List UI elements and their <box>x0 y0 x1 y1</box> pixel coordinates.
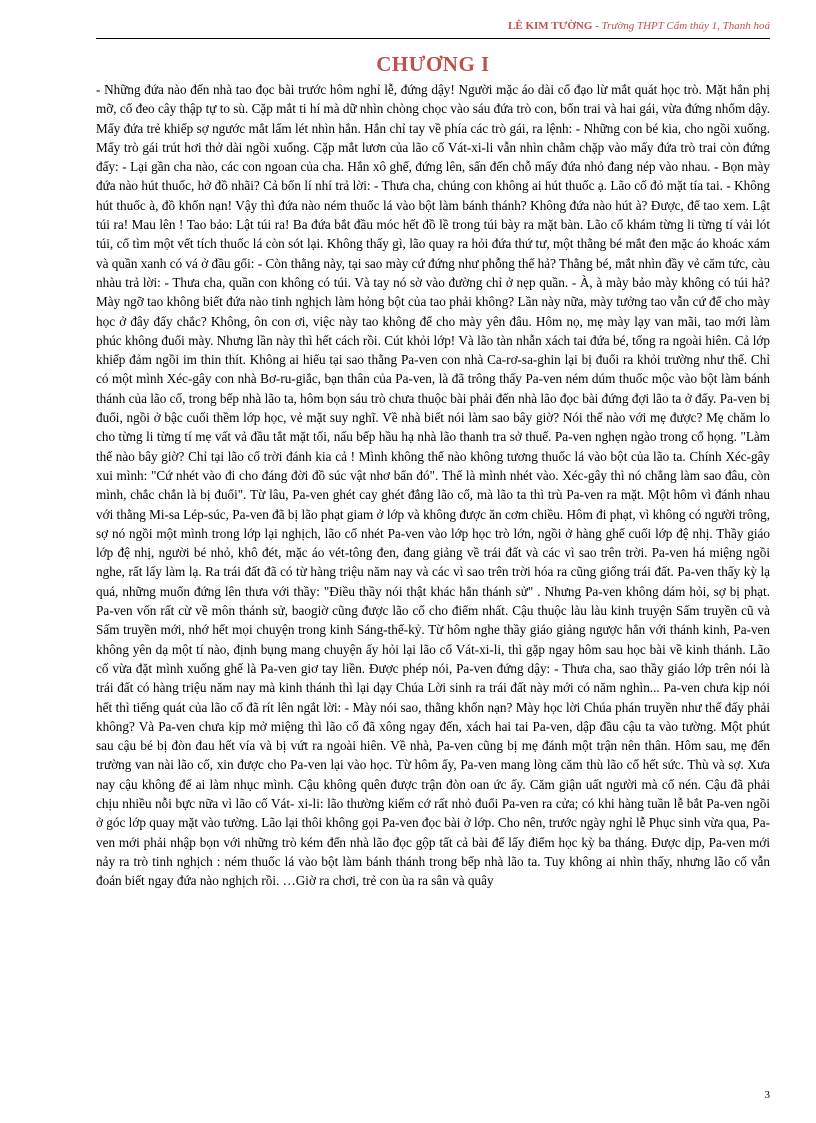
header-author: LÊ KIM TƯỜNG <box>508 20 593 32</box>
page-header <box>96 20 770 39</box>
page-number: 3 <box>764 1089 770 1101</box>
body-paragraph: - Những đứa nào đến nhà tao đọc bài trước hôm nghỉ lễ, đứng dậy! Người mặc áo dài cổ đạo lừ mắt quát học trò. Mặt hắn phị mỡ, cổ đeo cây thập tự to sù. Cặp mắt ti hí mà dữ nhìn chòng chọc vào sáu đứa trò con, bốn trai và hai gái, vừa đứng nhổm dậy. Mấy đứa trẻ khiếp sợ ngước mắt lấm lét nhìn hắn. Hắn chỉ tay về phía các trò gái, ra lệnh: - Những con bé kia, cho ngồi xuống. Mấy trò gái trút hơi thở dài ngồi xuống. Cặp mắt lươn của lão cố Vát-xi-li vẫn nhìn chằm chặp vào mấy đứa trò trai còn đứng đấy: - Lại gần cha nào, các con ngoan của cha. Hắn xô ghế, đứng lên, sấn đến chỗ mấy đứa nhỏ đang nép vào nhau. - Bọn mày đứa nào hút thuốc, hở đồ nhãi? Cả bốn lí nhí trả lời: - Thưa cha, chúng con không ai hút thuốc ạ. Lão cố đỏ mặt tía tai. - Không hút thuốc à, đồ khốn nạn! Vậy thì đứa nào ném thuốc lá vào bột làm bánh thánh? Không đứa nào hút à? Được, để tao xem. Lật túi ra! Mau lên ! Tao bảo: Lật túi ra! Ba đứa bắt đầu móc hết đồ lề trong túi bày ra mặt bàn. Lão cố khám từng li từng tí vải lót túi, cố tìm một vết tích thuốc lá còn sót lại. Không thấy gì, lão quay ra hỏi đứa thứ tư, một thằng bé mắt đen mặc áo khoác xám và quần xanh có vá ở đầu gối: - Còn thằng này, tại sao mày cứ đứng như phỗng thế hả? Thằng bé, mắt nhìn đầy vẻ căm tức, càu nhàu trả lời: - Thưa cha, quần con không có túi. Và tay nó sờ vào đường chỉ ở nẹp quần. - À, à mày bảo mày không có túi hả? Mày ngỡ tao không biết đứa nào tinh nghịch làm hỏng bột của tao phải không? Lần này nữa, mày tưởng tao vẫn cứ để cho mày học ở đây đấy chắc? Không, ôn con ơi, việc này tao không để cho mày yên đâu. Hôm nọ, mẹ mày lạy van mãi, tao mới làm phúc không đuổi mày. Nhưng lần này thì hết cách rồi. Cút khỏi lớp! Và lão tàn nhẫn xách tai đứa bé, tống ra ngoài hiên. Cả lớp khiếp đảm ngồi im thin thít. Không ai hiểu tại sao thằng Pa-ven con nhà Ca-rơ-sa-ghin lại bị đuổi ra khỏi trường như thế. Chỉ có một mình Xéc-gây con nhà Bơ-ru-giắc, bạn thân của Pa-ven, là đã trông thấy Pa-ven ném dúm thuốc mộc vào bột làm bánh thánh của lão cố, trong bếp nhà lão ta, hôm bọn sáu trò chưa thuộc bài phải đến nhà lão đọc bài đứng đợi lão ta ở đấy. Pa-ven bị đuổi, ngồi ở bậc cuối thềm lớp học, vẻ mặt suy nghĩ. Về nhà biết nói làm sao bây giờ? Nói thế nào với mẹ được? Mẹ chăm lo cho từng li từng tí mẹ vất vả đầu tắt mặt tối, nấu bếp hầu hạ nhà lão thanh tra sở thuế. Pa-ven nghẹn ngào trong cổ họng. "Làm thế nào bây giờ? Chỉ tại lão cố trời đánh kia cả ! Mình không thể nào không tương thuốc lá vào bột của lão ta. Chính Xéc-gây xui mình: "Cứ nhét vào đi cho đáng đời đồ súc vật nhơ bẩn đó". Thế là mình nhét vào. Xéc-gây thì nó chẳng làm sao đâu, còn mình, chắc chắn là bị đuổi". Từ lâu, Pa-ven ghét cay ghét đắng lão cố, mà lão ta thì trù Pa-ven ra mặt. Một hôm vì đánh nhau với thằng Mi-sa Lép-súc, Pa-ven đã bị lão phạt giam ở lớp và không được ăn cơm chiều. Hôm đi phạt, vì không có người trông, sợ nó ngồi một mình trong lớp lại nghịch, lão cố nhét Pa-ven vào lớp học trò lớn, ngồi ở hàng ghế cuối lớp đệ nhị. Thầy giáo lớp đệ nhị, người bé nhỏ, khô đét, mặc áo vét-tông đen, đang giảng về trái đất và các vì sao trên trời. Pa-ven há miệng ngồi nghe, rất lấy làm lạ. Ra trái đất đã có từ hàng triệu năm nay và các vì sao trên trời hóa ra cũng giống trái đất. Pa-ven thấy kỳ lạ quá, những muốn đứng lên thưa với thầy: "Điều thầy nói thật khác hẳn thánh sử" . Nhưng Pa-ven không dám hỏi, sợ bị phạt. Pa-ven vốn rất cừ về môn thánh sử, baogiờ cũng được lão cố cho điểm nhất. Cậu thuộc làu làu kinh truyện Sấm truyền cũ và Sấm truyền mới, nhớ hết mọi chuyện trong kinh Sáng-thế-kỷ. Từ hôm nghe thầy giáo giảng ngược hẳn với thánh kinh, Pa-ven không yên dạ một tí nào, định bụng mang chuyện ấy hỏi lại lão cố Vát-xi-li, thì gặp ngay hôm sau học bài về kinh thánh. Lão cố vừa đặt mình xuống ghế là Pa-ven giơ tay liền. Được phép nói, Pa-ven đứng dậy: - Thưa cha, sao thầy giáo lớp trên nói là trái đất có hàng triệu năm nay mà kinh thánh thì lại dạy Chúa Lời sinh ra trái đất này mới có năm nghìn... Pa-ven chưa kịp nói hết thì tiếng quát của lão cố đã rít lên ngắt lời: - Mày nói sao, thằng khốn nạn? Mày học lời Chúa phán truyền như thế đấy phải không? Và Pa-ven chưa kịp mở miệng thì lão cố đã xông ngay đến, xách hai tai Pa-ven, dập đầu cậu ta vào tường. Một phút sau cậu bé bị đòn đau hết vía và bị vứt ra ngoài hiên. Về nhà, Pa-ven cũng bị mẹ đánh một trận nên thân. Hôm sau, mẹ đến trường van nài lão cố, xin được cho Pa-ven lại vào học. Từ hôm ấy, Pa-ven mang lòng căm thù lão cố hết sức. Thù và sợ. Xưa nay cậu không để ai làm nhục mình. Cậu không quên được trận đòn oan ức ấy. Căm giận uất người mà cố nén. Cậu đã phải chịu nhiều nỗi bực nữa vì lão cố Vát- xi-li: lão thường kiếm cớ rất nhỏ đuổi Pa-ven ra cửa; có khi hàng tuần lễ bắt Pa-ven ngồi ở góc lớp quay mặt vào tường. Lão lại thôi không gọi Pa-ven đọc bài ở lớp. Cho nên, trước ngày nghỉ lễ Phục sinh vừa qua, Pa-ven mới phải nhập bọn với những trò kém đến nhà lão đọc gộp tất cả bài để lấy điểm học kỳ ba tháng. Được dịp, Pa-ven mới nảy ra trò tinh nghịch : ném thuốc lá vào bột làm bánh thánh trong bếp nhà lão ta. Tuy không ai nhìn thấy, nhưng lão cố vẫn đoán biết ngay đứa nào nghịch rồi. …Giờ ra chơi, trẻ con ùa ra sân và quây <box>96 82 770 889</box>
chapter-title: CHƯƠNG I <box>376 52 490 76</box>
header-school: - Trường THPT Cẩm thủy 1, Thanh hoá <box>592 20 770 32</box>
